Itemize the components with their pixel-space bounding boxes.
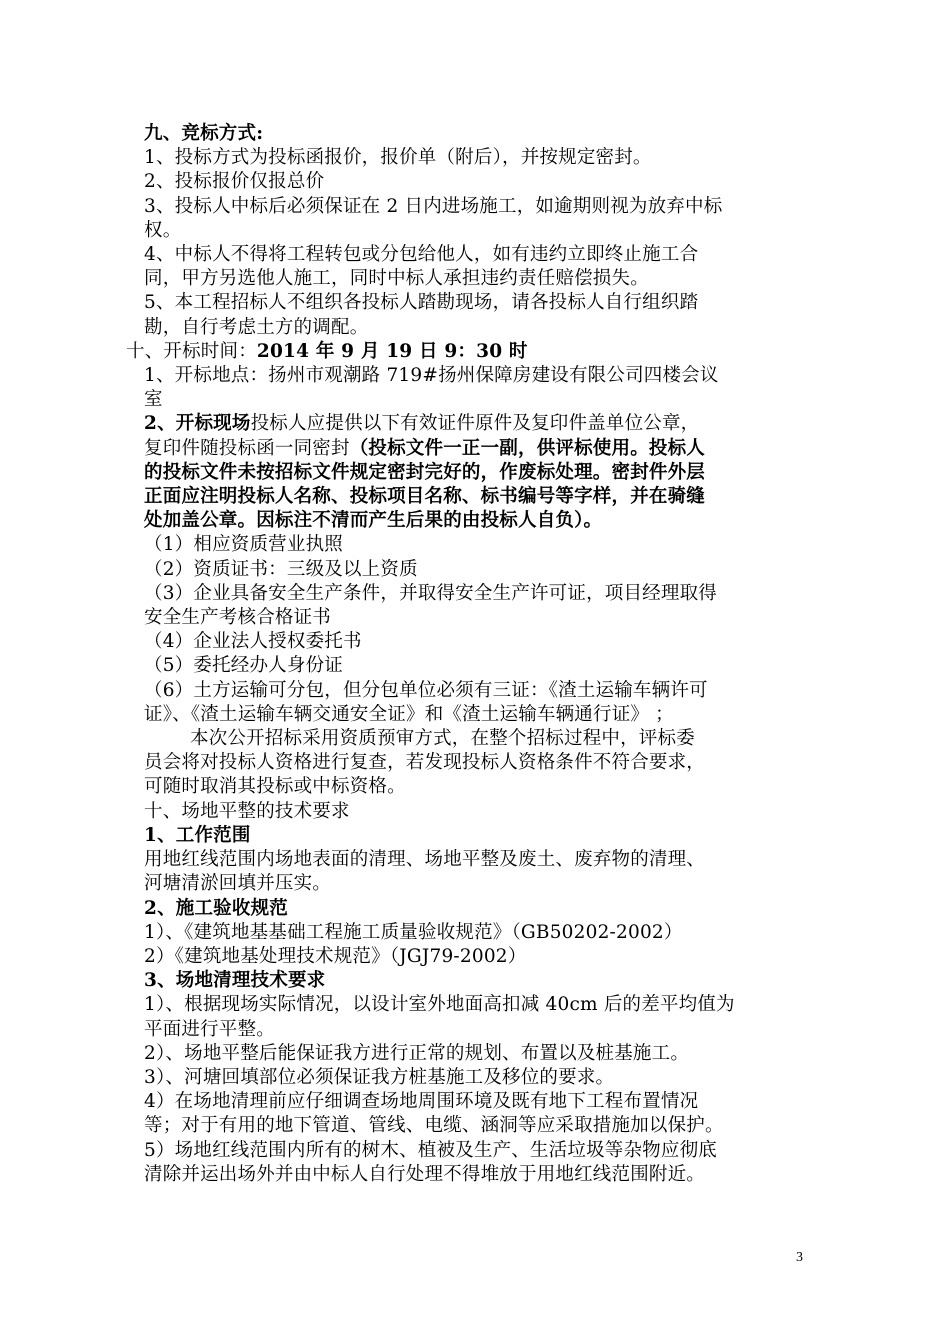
list-item: 4）在场地清理前应仔细调查场地周围环境及既有地下工程布置情况: [144, 1091, 699, 1113]
list-item: （3）企业具备安全生产条件，并取得安全生产许可证，项目经理取得: [144, 582, 717, 604]
sealing-line: [144, 437, 808, 461]
list-item: （6）土方运输可分包，但分包单位必须有三证：《渣土运输车辆许可: [144, 679, 708, 701]
paragraph-line: 员会将对投标人资格进行复查，若发现投标人资格条件不符合要求，: [144, 752, 706, 774]
list-item: （2）资质证书：三级及以上资质: [144, 558, 418, 580]
paragraph-line: 本次公开招标采用资质预审方式，在整个招标过程中，评标委: [190, 728, 695, 750]
list-item: 1）、根据现场实际情况，以设计室外地面高扣减 40cm 后的差平均值为: [144, 994, 735, 1016]
list-item-continued: 证》、《渣土运输车辆交通安全证》和《渣土运输车辆通行证》 ；: [144, 703, 674, 725]
paragraph-line: 5、本工程招标人不组织各投标人踏勘现场，请各投标人自行组织踏: [144, 292, 699, 314]
paragraph-line: 河塘清淤回填并压实。: [144, 873, 332, 895]
subheading-work-scope: 1、工作范围: [144, 824, 251, 846]
sealing-text: 复印件随投标函一同密封: [144, 437, 350, 459]
opening-time-label: 十、开标时间：: [126, 340, 257, 362]
list-item: 3）、河塘回填部位必须保证我方桩基施工及移位的要求。: [144, 1066, 615, 1088]
sealing-bold-text: （投标文件一正一副，供评标使用。投标人: [349, 437, 706, 459]
list-item-continued: 安全生产考核合格证书: [144, 607, 332, 629]
list-item-continued: 平面进行平整。: [144, 1018, 275, 1040]
paragraph-line: 室: [144, 389, 163, 411]
paragraph-line: 4、中标人不得将工程转包或分包给他人，如有违约立即终止施工合: [144, 244, 699, 266]
paragraph-line-bold: 正面应注明投标人名称、投标项目名称、标书编号等字样，并在骑缝: [144, 486, 706, 508]
list-item: （4）企业法人授权委托书: [144, 631, 362, 653]
list-item-continued: 等；对于有用的地下管道、管线、电缆、涵洞等应采取措施加以保护。: [144, 1115, 724, 1137]
list-item: 2）《建筑地基处理技术规范》（JGJ79-2002）: [144, 945, 527, 967]
paragraph-line: 1、投标方式为投标函报价，报价单（附后），并按规定密封。: [144, 147, 652, 169]
paragraph-line-bold: 的投标文件未按招标文件规定密封完好的，作废标处理。密封件外层: [144, 461, 706, 483]
heading-bidding-method: 九、竞标方式:: [144, 123, 264, 144]
opening-site-text: 投标人应提供以下有效证件原件及复印件盖单位公章，: [250, 413, 700, 435]
paragraph-line: 用地红线范围内场地表面的清理、场地平整及废土、废弃物的清理、: [144, 849, 706, 871]
list-item: 2）、场地平整后能保证我方进行正常的规划、布置以及桩基施工。: [144, 1042, 690, 1064]
subheading-site-clearing: 3、场地清理技术要求: [144, 970, 326, 992]
paragraph-line: 3、投标人中标后必须保证在 2 日内进场施工，如逾期则视为放弃中标: [144, 195, 723, 217]
paragraph-line: 可随时取消其投标或中标资格。: [144, 776, 406, 798]
list-item: （5）委托经办人身份证: [144, 655, 343, 677]
paragraph-line-bold: 处加盖公章。因标注不清而产生后果的由投标人自负）。: [144, 510, 603, 532]
heading-opening-time: [126, 340, 808, 364]
document-body: [126, 122, 808, 1187]
list-item: （1）相应资质营业执照: [144, 534, 343, 556]
paragraph-line: 同，甲方另选他人施工，同时中标人承担违约责任赔偿损失。: [144, 268, 649, 290]
list-item: 1）、《建筑地基基础工程施工质量验收规范》（GB50202-2002）: [144, 921, 683, 943]
list-item: 5）场地红线范围内所有的树木、植被及生产、生活垃圾等杂物应彻底: [144, 1139, 717, 1161]
paragraph-line: 2、投标报价仅报总价: [144, 171, 325, 193]
list-item-continued: 清除并运出场外并由中标人自行处理不得堆放于用地红线范围附近。: [144, 1163, 706, 1185]
opening-time-value: 2014 年 9 月 19 日 9：30 时: [256, 340, 528, 362]
opening-site-label: 2、开标现场: [144, 413, 251, 435]
subheading-acceptance-specs: 2、施工验收规范: [144, 897, 288, 919]
paragraph-line: 勘，自行考虑土方的调配。: [144, 316, 369, 338]
heading-site-leveling: 十、场地平整的技术要求: [144, 800, 350, 822]
opening-site-line: [144, 412, 808, 436]
paragraph-line: 1、开标地点：扬州市观潮路 719#扬州保障房建设有限公司四楼会议: [144, 365, 719, 387]
page-number: 3: [796, 1250, 803, 1265]
paragraph-line: 权。: [144, 219, 182, 241]
